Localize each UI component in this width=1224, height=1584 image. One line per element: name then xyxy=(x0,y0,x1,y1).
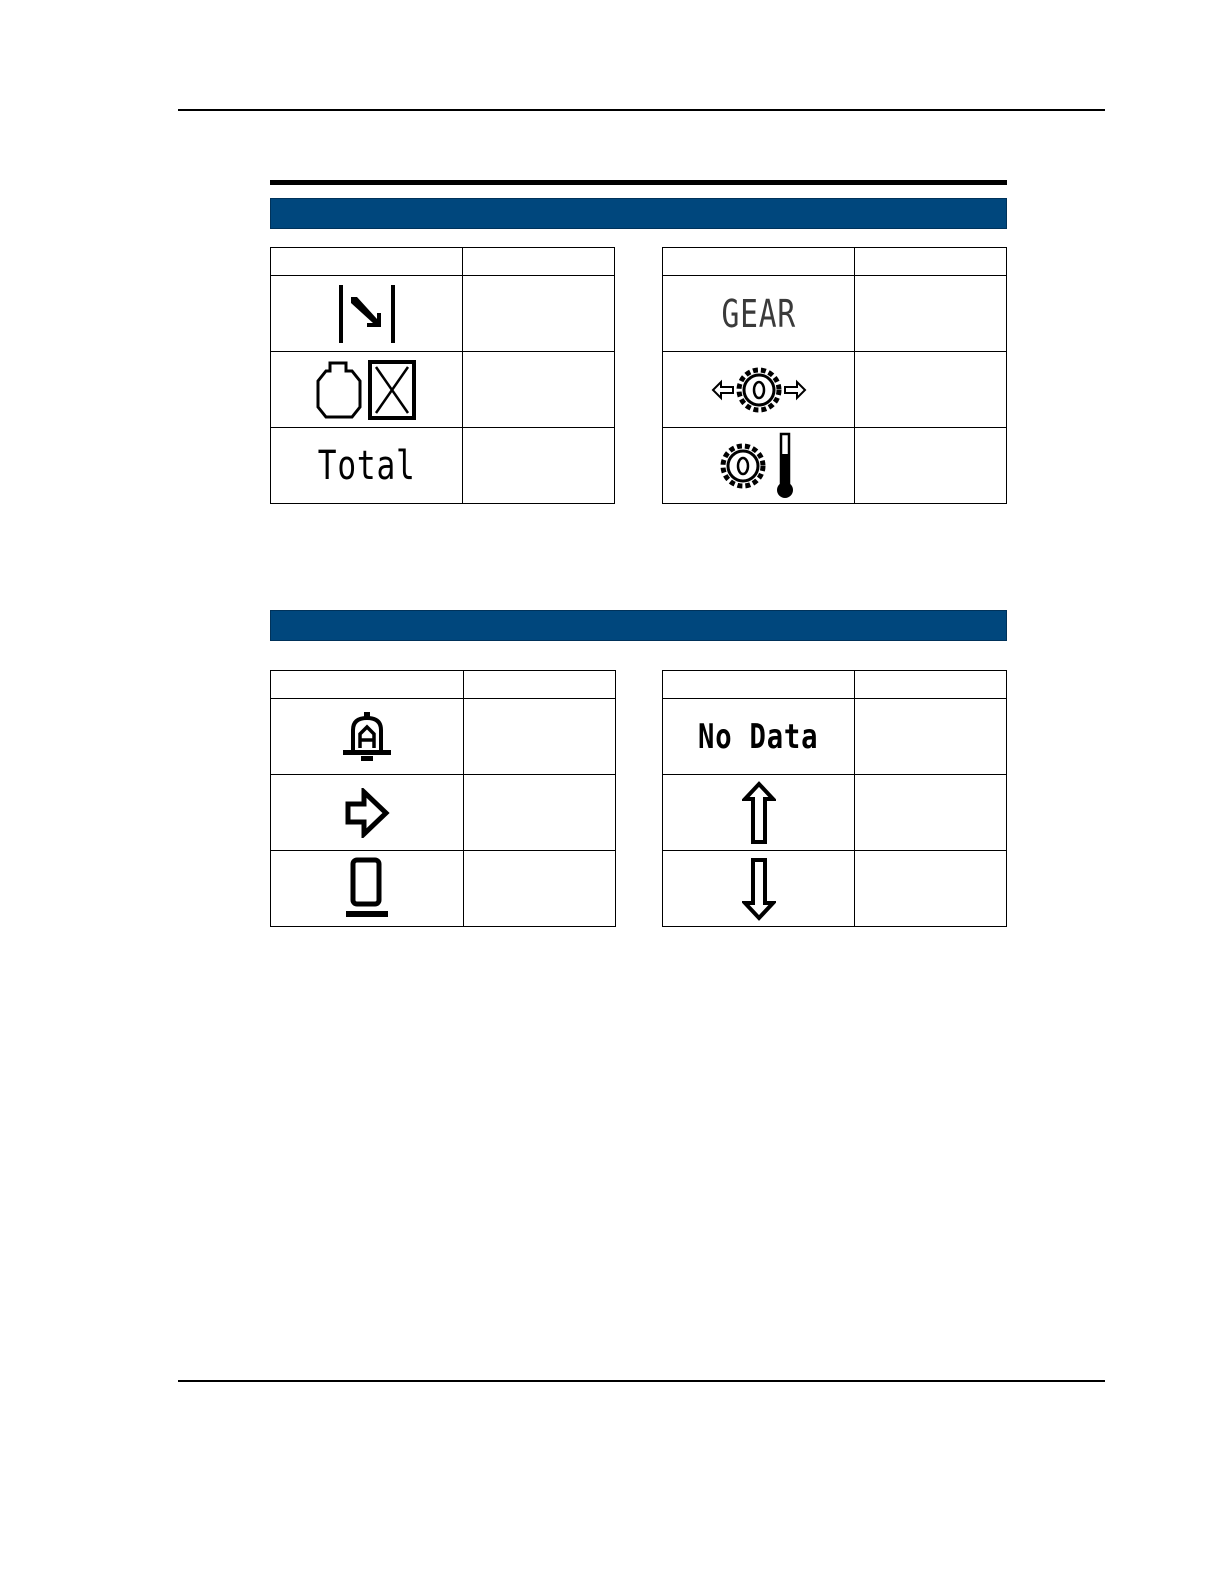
symbol-cell xyxy=(663,276,855,352)
section-2-left-table xyxy=(270,670,616,927)
table-row xyxy=(271,428,615,504)
header-cell-description xyxy=(855,671,1007,699)
description-cell xyxy=(463,699,615,775)
symbol-cell xyxy=(271,352,463,428)
header-cell-description xyxy=(463,671,615,699)
table-header-row xyxy=(271,671,616,699)
section-1-right-table xyxy=(662,247,1007,504)
right-arrow-icon xyxy=(344,788,390,838)
header-cell-symbol xyxy=(663,671,855,699)
footer-rule xyxy=(178,1380,1105,1382)
table-header-row xyxy=(663,671,1007,699)
section-top-rule xyxy=(270,180,1007,185)
symbol-cell xyxy=(271,428,463,504)
down-arrow-icon xyxy=(742,857,776,921)
table-row xyxy=(271,775,616,851)
description-cell xyxy=(463,428,615,504)
header-cell-description xyxy=(463,248,615,276)
header-cell-description xyxy=(855,248,1007,276)
description-cell xyxy=(855,851,1007,927)
symbol-cell xyxy=(663,428,855,504)
symbol-cell xyxy=(271,775,464,851)
table-row xyxy=(663,352,1007,428)
engine-box-icon xyxy=(316,359,418,421)
lightning-slash-icon xyxy=(337,283,397,345)
table-row xyxy=(271,699,616,775)
alarm-bell-icon xyxy=(339,710,395,764)
table-row xyxy=(663,775,1007,851)
section-2-right-table xyxy=(662,670,1007,927)
no-data-text-icon: No Data xyxy=(698,716,819,757)
description-cell xyxy=(855,428,1007,504)
header-cell-symbol xyxy=(271,671,464,699)
section-1-left-table xyxy=(270,247,615,504)
symbol-cell xyxy=(663,699,855,775)
table-header-row xyxy=(271,248,615,276)
symbol-cell xyxy=(271,699,464,775)
total-text-icon: Total xyxy=(317,442,416,489)
symbol-cell xyxy=(271,276,463,352)
header-cell-symbol xyxy=(271,248,463,276)
description-cell xyxy=(463,775,615,851)
description-cell xyxy=(855,276,1007,352)
symbol-cell xyxy=(663,775,855,851)
gear-text-icon: GEAR xyxy=(721,291,796,336)
description-cell xyxy=(855,699,1007,775)
description-cell xyxy=(855,775,1007,851)
symbol-cell xyxy=(663,851,855,927)
gear-thermometer-icon xyxy=(715,432,803,500)
table-row xyxy=(663,276,1007,352)
table-row xyxy=(663,851,1007,927)
table-row xyxy=(271,352,615,428)
description-cell xyxy=(463,851,615,927)
section-1-band xyxy=(270,198,1007,229)
description-cell xyxy=(855,352,1007,428)
up-arrow-icon xyxy=(742,781,776,845)
table-row xyxy=(271,276,615,352)
header-rule xyxy=(178,109,1105,111)
table-row xyxy=(663,428,1007,504)
zero-underline-icon xyxy=(344,857,390,921)
symbol-cell xyxy=(271,851,464,927)
table-row xyxy=(271,851,616,927)
description-cell xyxy=(463,352,615,428)
section-2-band xyxy=(270,610,1007,641)
gear-arrows-icon xyxy=(711,357,807,423)
table-row xyxy=(663,699,1007,775)
description-cell xyxy=(463,276,615,352)
table-header-row xyxy=(663,248,1007,276)
header-cell-symbol xyxy=(663,248,855,276)
symbol-cell xyxy=(663,352,855,428)
